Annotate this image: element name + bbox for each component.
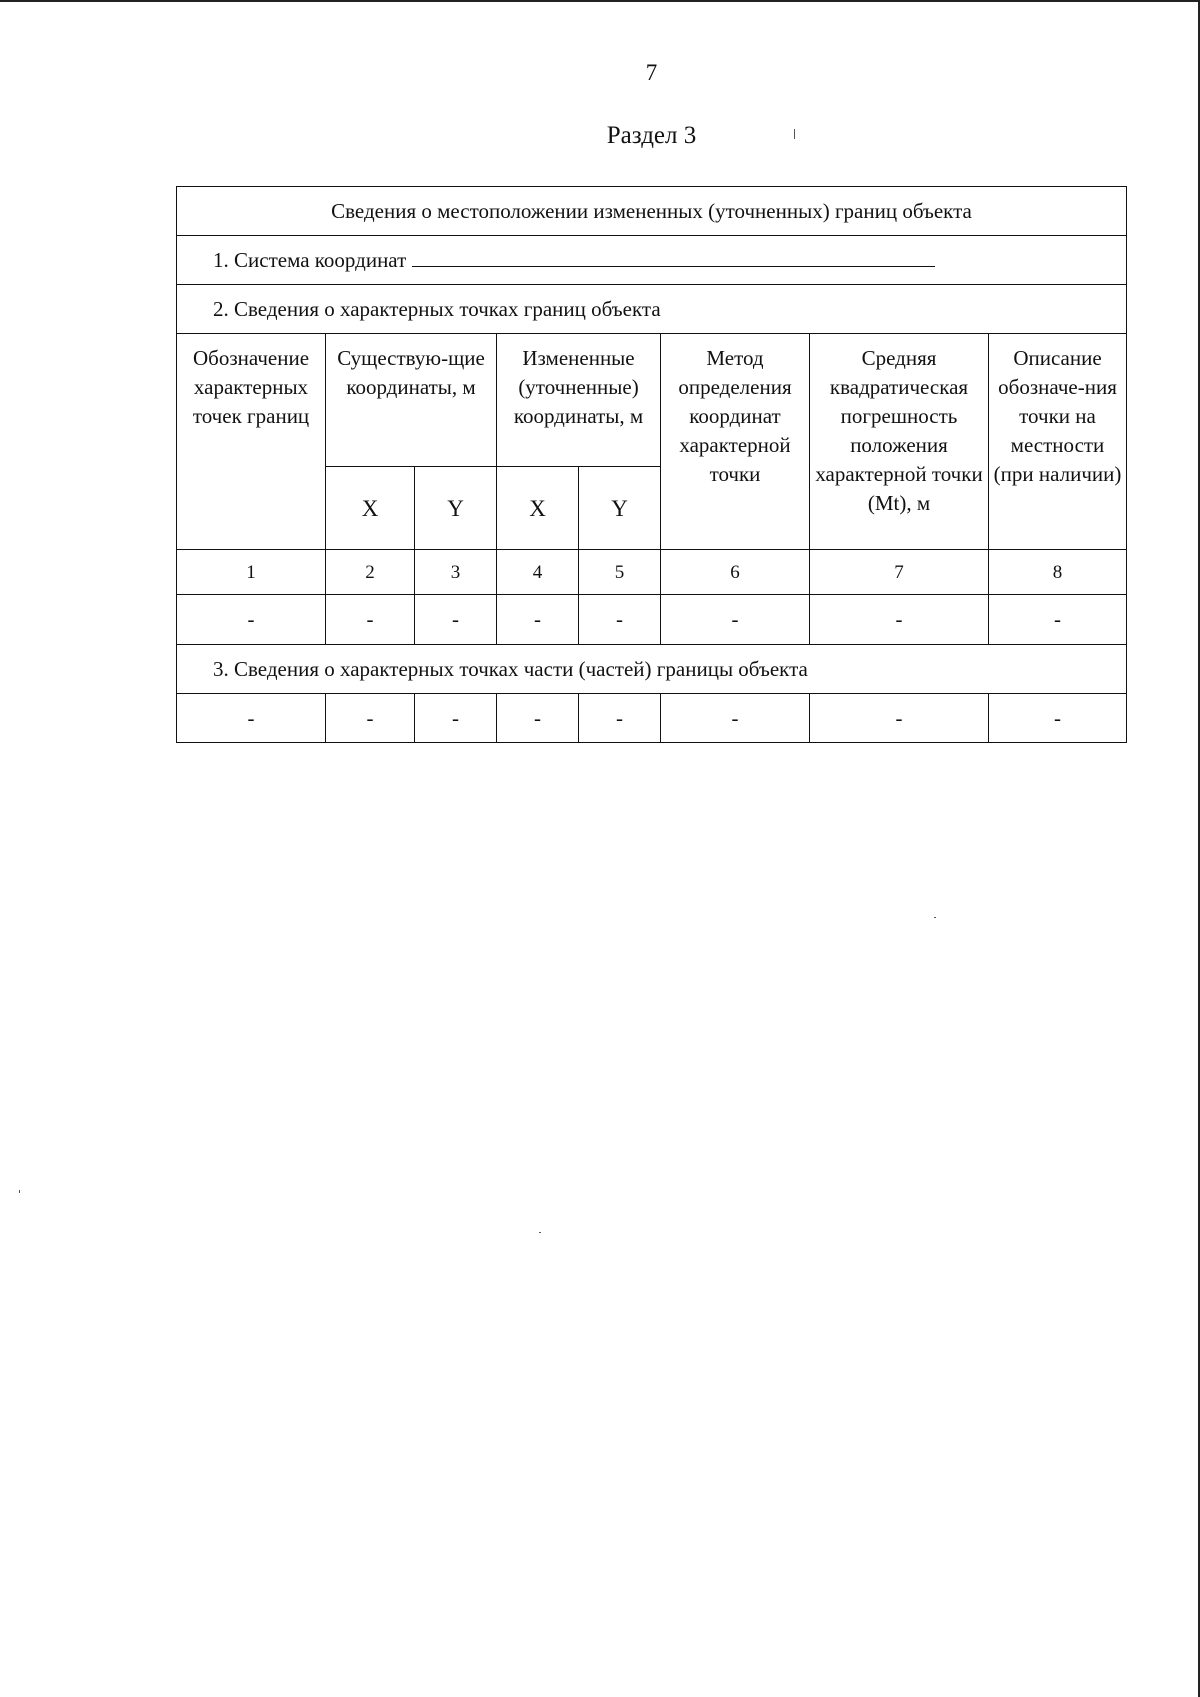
column-number: 5	[579, 550, 661, 595]
table-cell: -	[326, 595, 415, 645]
points-subsection-label: 2. Сведения о характерных точках границ объекта	[177, 285, 1127, 334]
page-number: 7	[645, 60, 658, 85]
column-number: 3	[415, 550, 497, 595]
scan-speck	[19, 1190, 20, 1193]
table-cell: -	[415, 694, 497, 743]
column-numbers-row	[177, 550, 1127, 595]
table-cell: -	[326, 694, 415, 743]
column-number: 4	[497, 550, 579, 595]
header-row-1	[177, 334, 1127, 467]
table-cell: -	[177, 595, 326, 645]
table-cell: -	[415, 595, 497, 645]
header-description: Описание обозначе-ния точки на местности (при наличии)	[989, 334, 1127, 550]
header-existing-coords: Существую-щие координаты, м	[326, 334, 497, 467]
table-cell: -	[497, 595, 579, 645]
table-cell: -	[989, 694, 1127, 743]
table-cell: -	[810, 694, 989, 743]
table-row-parts	[177, 694, 1127, 743]
table-row-points	[177, 595, 1127, 645]
column-number: 6	[661, 550, 810, 595]
coordinate-system-row	[177, 236, 1127, 285]
table-cell: -	[579, 595, 661, 645]
coordinate-system-label: 1. Система координат	[213, 247, 407, 272]
points-subsection-row	[177, 285, 1127, 334]
boundary-table	[176, 186, 1127, 743]
header-changed-x: X	[497, 467, 579, 550]
header-existing-y: Y	[415, 467, 497, 550]
table-cell: -	[989, 595, 1127, 645]
table-title: Сведения о местоположении измененных (уточненных) границ объекта	[177, 187, 1127, 236]
table-cell: -	[579, 694, 661, 743]
table-cell: -	[661, 694, 810, 743]
header-method: Метод определения координат характерной точки	[661, 334, 810, 550]
table-cell: -	[497, 694, 579, 743]
section-title: Раздел 3	[606, 122, 697, 149]
coordinate-system-blank	[412, 246, 935, 267]
header-point-designation: Обозначение характерных точек границ	[177, 334, 326, 550]
table-cell: -	[810, 595, 989, 645]
column-number: 1	[177, 550, 326, 595]
scan-top-edge	[0, 0, 1200, 2]
column-number: 8	[989, 550, 1127, 595]
table-cell: -	[661, 595, 810, 645]
table-title-row	[177, 187, 1127, 236]
scan-speck	[794, 129, 795, 139]
column-number: 2	[326, 550, 415, 595]
header-mean-error: Средняя квадратическая погрешность положения характерной точки (Mt), м	[810, 334, 989, 550]
column-number: 7	[810, 550, 989, 595]
scan-speck	[934, 917, 936, 918]
coordinate-system-cell	[177, 236, 1127, 285]
header-existing-x: X	[326, 467, 415, 550]
parts-subsection-row	[177, 645, 1127, 694]
scan-speck	[539, 1232, 541, 1233]
header-changed-coords: Измененные (уточненные) координаты, м	[497, 334, 661, 467]
header-changed-y: Y	[579, 467, 661, 550]
parts-subsection-label: 3. Сведения о характерных точках части (частей) границы объекта	[177, 645, 1127, 694]
table-cell: -	[177, 694, 326, 743]
